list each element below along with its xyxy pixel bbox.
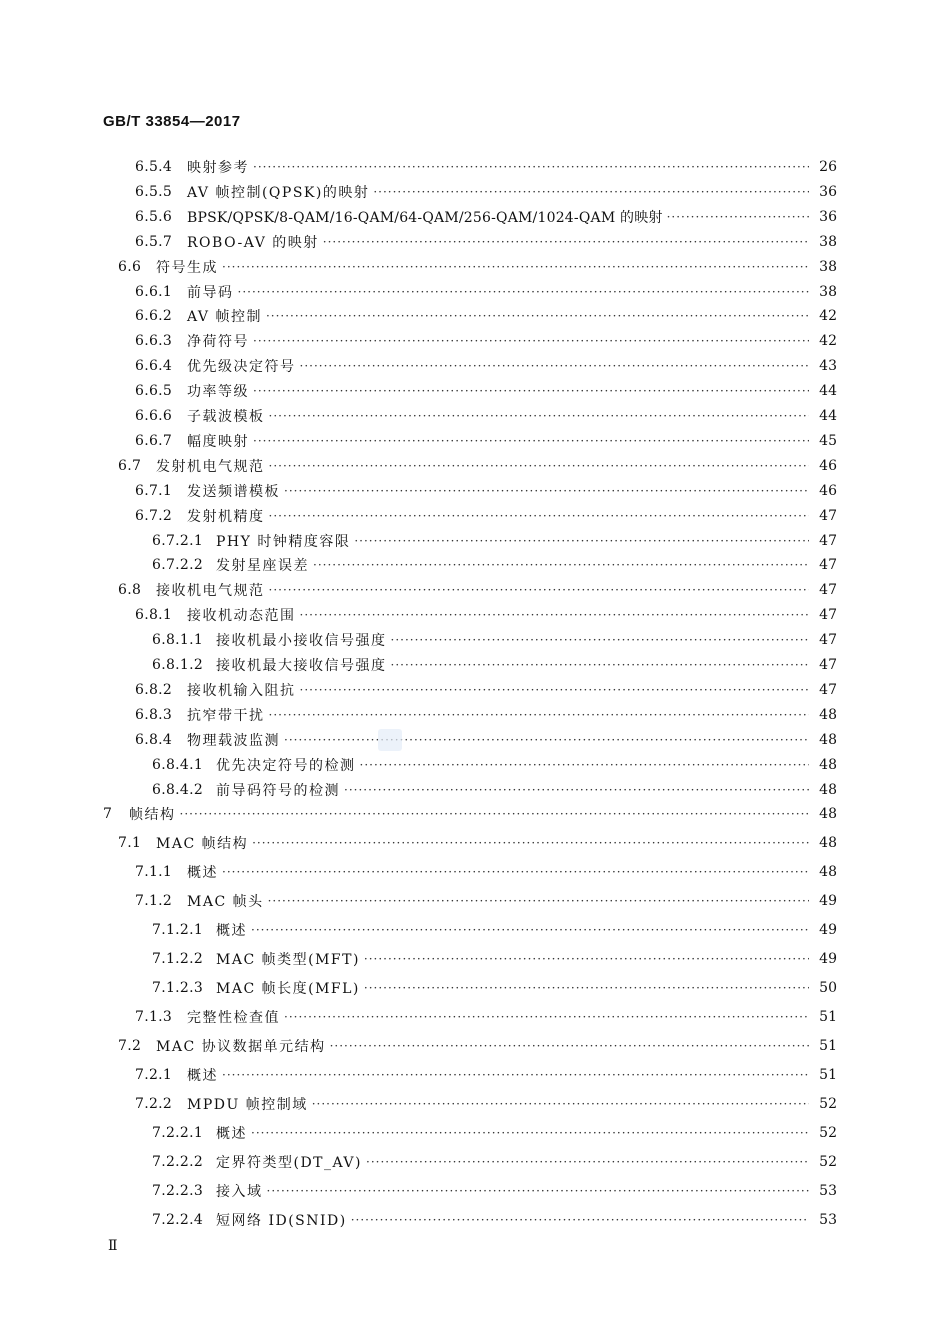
toc-leader-dots — [238, 285, 810, 299]
toc-entry-page: 48 — [819, 706, 837, 723]
toc-entry[interactable] — [135, 861, 837, 883]
toc-entry-title: MAC 帧长度(MFL) — [216, 981, 360, 998]
toc-entry[interactable] — [118, 579, 837, 601]
toc-leader-dots — [351, 1213, 809, 1227]
toc-entry-number: 6.8.4.1 — [152, 756, 204, 773]
toc-entry-number: 7.2.1 — [135, 1067, 173, 1084]
toc-leader-dots — [313, 558, 809, 572]
toc-leader-dots — [253, 334, 809, 348]
toc-leader-dots — [268, 894, 809, 908]
toc-entry-number: 6.5.7 — [135, 233, 173, 250]
toc-entry-page: 52 — [819, 1096, 837, 1113]
page-number: Ⅱ — [108, 1238, 118, 1254]
toc-leader-dots — [269, 509, 810, 523]
toc-entry-number: 7.1.2.1 — [152, 922, 204, 939]
toc-entry-title: 物理载波监测 — [187, 732, 280, 749]
toc-entry-number: 6.6.7 — [135, 432, 173, 449]
toc-entry-number: 6.7.2 — [135, 507, 173, 524]
toc-entry-page: 42 — [819, 333, 837, 350]
toc-entry-title: 优先级决定符号 — [187, 359, 296, 376]
toc-leader-dots — [269, 583, 810, 597]
toc-entry[interactable] — [135, 281, 837, 303]
toc-entry-page: 53 — [819, 1212, 837, 1229]
toc-entry-number: 6.7.2.2 — [152, 557, 204, 574]
document-code: GB/T 33854—2017 — [103, 113, 241, 130]
toc-leader-dots — [366, 1155, 809, 1169]
toc-entry-title: 发射机精度 — [187, 508, 265, 525]
toc-entry-page: 47 — [819, 632, 837, 649]
watermark-mark — [378, 729, 402, 751]
toc-entry-title: PHY 时钟精度容限 — [216, 533, 351, 550]
toc-leader-dots — [373, 185, 809, 199]
toc-leader-dots — [222, 865, 809, 879]
toc-entry[interactable] — [135, 1093, 837, 1115]
toc-entry[interactable] — [103, 803, 837, 825]
toc-entry[interactable] — [135, 480, 837, 502]
toc-entry-title: 完整性检查值 — [187, 1010, 280, 1027]
toc-entry-number: 6.8 — [118, 582, 142, 599]
toc-entry[interactable] — [135, 380, 837, 402]
toc-entry-number: 7.1 — [118, 835, 142, 852]
toc-leader-dots — [251, 923, 809, 937]
toc-leader-dots — [284, 484, 809, 498]
toc-entry-page: 47 — [819, 582, 837, 599]
toc-entry-title: 接收机最大接收信号强度 — [216, 658, 387, 674]
toc-entry-number: 6.6.4 — [135, 358, 173, 375]
toc-entry-title: MAC 帧结构 — [156, 836, 249, 853]
toc-entry-number: 6.7.2.1 — [152, 532, 204, 549]
toc-entry-number: 6.8.4 — [135, 731, 173, 748]
toc-entry-title: 定界符类型(DT_AV) — [216, 1155, 363, 1172]
toc-entry-page: 44 — [819, 408, 837, 424]
toc-entry[interactable] — [118, 832, 837, 854]
toc-entry-number: 6.8.1.2 — [152, 657, 204, 673]
toc-entry-page: 48 — [819, 731, 837, 748]
toc-entry[interactable] — [135, 156, 837, 178]
toc-leader-dots — [354, 534, 809, 548]
toc-entry-number: 6.5.4 — [135, 159, 173, 175]
toc-leader-dots — [284, 1010, 809, 1024]
toc-entry-title: MAC 帧头 — [187, 894, 264, 911]
toc-entry-number: 6.7 — [118, 457, 142, 474]
toc-leader-dots — [253, 384, 809, 398]
toc-leader-dots — [312, 1097, 809, 1111]
toc-entry[interactable] — [135, 679, 837, 701]
toc-entry-page: 42 — [819, 308, 837, 325]
toc-entry-page: 51 — [819, 1038, 837, 1055]
toc-entry[interactable] — [152, 1209, 837, 1231]
toc-leader-dots — [266, 309, 809, 323]
toc-entry-title: 优先决定符号的检测 — [216, 757, 356, 774]
toc-leader-dots — [300, 683, 810, 697]
toc-leader-dots — [222, 1068, 809, 1082]
toc-entry-page: 38 — [819, 283, 837, 300]
toc-entry-page: 46 — [819, 482, 837, 499]
toc-entry-title: 发射星座误差 — [216, 558, 309, 575]
toc-entry-title: 子载波模板 — [187, 409, 265, 425]
toc-entry-page: 44 — [819, 383, 837, 400]
toc-entry-page: 49 — [819, 893, 837, 910]
toc-entry[interactable] — [135, 231, 837, 253]
toc-entry-title: 净荷符号 — [187, 334, 249, 351]
toc-entry-page: 52 — [819, 1125, 837, 1142]
toc-entry-title: 发射机电气规范 — [156, 458, 265, 475]
toc-entry-title: 概述 — [187, 1068, 218, 1085]
toc-entry-title: 帧结构 — [129, 807, 176, 824]
toc-leader-dots — [253, 160, 809, 174]
toc-entry-title: ROBO-AV 的映射 — [187, 234, 319, 251]
toc-leader-dots — [267, 1184, 810, 1198]
toc-entry-number: 6.6.2 — [135, 308, 173, 325]
toc-leader-dots — [364, 981, 809, 995]
toc-entry[interactable] — [135, 405, 837, 427]
toc-entry-title: 映射参考 — [187, 160, 249, 176]
toc-entry-page: 47 — [819, 657, 837, 673]
toc-entry-page: 49 — [819, 951, 837, 968]
toc-entry[interactable] — [118, 256, 837, 278]
toc-entry-page: 51 — [819, 1009, 837, 1026]
toc-entry[interactable] — [152, 1180, 837, 1202]
toc-entry-page: 48 — [819, 756, 837, 773]
toc-entry-title: 接收机输入阻抗 — [187, 682, 296, 699]
toc-entry-page: 26 — [819, 159, 837, 175]
toc-entry-title: 前导码符号的检测 — [216, 782, 340, 799]
toc-leader-dots — [252, 836, 809, 850]
toc-entry-page: 43 — [819, 358, 837, 375]
toc-entry[interactable] — [135, 330, 837, 352]
toc-entry-page: 36 — [819, 208, 837, 225]
toc-entry-number: 7.1.2.2 — [152, 951, 204, 968]
toc-entry[interactable] — [152, 1122, 837, 1144]
toc-leader-dots — [323, 235, 809, 249]
toc-entry[interactable] — [135, 729, 837, 751]
toc-entry[interactable] — [152, 754, 837, 776]
toc-entry-page: 48 — [819, 835, 837, 852]
toc-entry[interactable] — [118, 455, 837, 477]
toc-entry-title: 幅度映射 — [187, 433, 249, 450]
toc-entry-title: 接入域 — [216, 1184, 263, 1201]
toc-entry-title: 符号生成 — [156, 259, 218, 276]
toc-leader-dots — [391, 633, 810, 647]
toc-entry-number: 6.6.6 — [135, 408, 173, 424]
toc-entry-title: 前导码 — [187, 284, 234, 301]
toc-entry[interactable] — [152, 977, 837, 999]
toc-entry-number: 7.1.2 — [135, 893, 173, 910]
toc-entry-number: 7.2.2 — [135, 1096, 173, 1113]
toc-entry-number: 7.1.2.3 — [152, 980, 204, 997]
toc-entry-title: AV 帧控制 — [187, 309, 262, 326]
toc-entry-number: 7.2.2.4 — [152, 1212, 204, 1229]
toc-entry[interactable] — [152, 779, 837, 801]
toc-entry[interactable] — [135, 604, 837, 626]
toc-leader-dots — [180, 807, 810, 821]
toc-entry-page: 45 — [819, 432, 837, 449]
toc-entry[interactable] — [135, 505, 837, 527]
toc-entry-number: 7.1.3 — [135, 1009, 173, 1026]
toc-entry-title: 概述 — [216, 923, 247, 940]
toc-leader-dots — [300, 608, 810, 622]
toc-entry-title: MAC 协议数据单元结构 — [156, 1039, 326, 1056]
toc-entry[interactable] — [152, 948, 837, 970]
toc-leader-dots — [222, 260, 809, 274]
toc-entry[interactable] — [135, 430, 837, 452]
toc-entry-title: 发送频谱模板 — [187, 483, 280, 500]
toc-leader-dots — [360, 758, 810, 772]
toc-entry-title: AV 帧控制(QPSK)的映射 — [187, 184, 370, 201]
toc-entry-number: 6.8.3 — [135, 706, 173, 723]
toc-entry-page: 47 — [819, 557, 837, 574]
toc-entry-page: 51 — [819, 1067, 837, 1084]
toc-entry-number: 6.6.5 — [135, 383, 173, 400]
toc-entry-number: 7.2.2.3 — [152, 1183, 204, 1200]
toc-leader-dots — [344, 783, 809, 797]
toc-entry[interactable] — [118, 1035, 837, 1057]
toc-entry[interactable] — [135, 181, 837, 203]
toc-entry-title: MPDU 帧控制域 — [187, 1097, 308, 1114]
toc-entry-number: 7.2.2.1 — [152, 1125, 204, 1142]
toc-entry-page: 53 — [819, 1183, 837, 1200]
toc-entry[interactable] — [135, 355, 837, 377]
toc-leader-dots — [269, 459, 810, 473]
toc-entry[interactable] — [135, 1006, 837, 1028]
toc-entry-page: 38 — [819, 258, 837, 275]
toc-entry[interactable] — [135, 206, 837, 228]
toc-entry-title: 接收机动态范围 — [187, 608, 296, 625]
toc-entry-page: 46 — [819, 457, 837, 474]
toc-entry-number: 6.5.5 — [135, 183, 173, 200]
toc-entry-page: 47 — [819, 681, 837, 698]
toc-entry-number: 6.8.2 — [135, 681, 173, 698]
toc-entry-number: 7 — [103, 806, 113, 823]
toc-leader-dots — [364, 952, 809, 966]
toc-leader-dots — [269, 409, 810, 423]
toc-leader-dots — [284, 733, 809, 747]
toc-entry[interactable] — [152, 554, 837, 576]
toc-entry-number: 6.5.6 — [135, 208, 173, 225]
toc-entry-page: 48 — [819, 806, 837, 823]
toc-entry-page: 47 — [819, 507, 837, 524]
toc-leader-dots — [300, 359, 810, 373]
toc-entry-number: 7.1.1 — [135, 864, 173, 881]
toc-entry-page: 38 — [819, 233, 837, 250]
toc-entry-title: 抗窄带干扰 — [187, 707, 265, 724]
toc-entry-page: 36 — [819, 183, 837, 200]
toc-entry-page: 48 — [819, 781, 837, 798]
toc-entry-title: 短网络 ID(SNID) — [216, 1213, 347, 1230]
toc-entry-number: 6.6.3 — [135, 333, 173, 350]
toc-entry[interactable] — [152, 629, 837, 651]
toc-entry-title: BPSK/QPSK/8-QAM/16-QAM/64-QAM/256-QAM/1024-QAM 的映射 — [187, 209, 663, 226]
toc-leader-dots — [391, 658, 810, 672]
toc-entry[interactable] — [152, 1151, 837, 1173]
toc-entry-title: 功率等级 — [187, 384, 249, 401]
toc-entry-page: 48 — [819, 864, 837, 881]
toc-entry-page: 47 — [819, 607, 837, 624]
toc-entry-page: 52 — [819, 1154, 837, 1171]
toc-entry-number: 6.8.1 — [135, 607, 173, 624]
toc-leader-dots — [330, 1039, 809, 1053]
toc-entry-title: 接收机电气规范 — [156, 583, 265, 600]
toc-entry-number: 7.2 — [118, 1038, 142, 1055]
toc-leader-dots — [251, 1126, 809, 1140]
toc-entry-title: MAC 帧类型(MFT) — [216, 952, 360, 969]
toc-entry[interactable] — [152, 654, 837, 676]
toc-entry-number: 6.6.1 — [135, 283, 173, 300]
toc-entry-title: 概述 — [216, 1126, 247, 1143]
toc-entry-number: 7.2.2.2 — [152, 1154, 204, 1171]
toc-entry[interactable] — [135, 305, 837, 327]
toc-leader-dots — [269, 708, 810, 722]
toc-entry-title: 接收机最小接收信号强度 — [216, 633, 387, 650]
toc-entry-page: 50 — [819, 980, 837, 997]
toc-entry[interactable] — [135, 704, 837, 726]
toc-entry-page: 47 — [819, 532, 837, 549]
toc-entry-number: 6.8.4.2 — [152, 781, 204, 798]
toc-entry-number: 6.6 — [118, 258, 142, 275]
toc-leader-dots — [667, 210, 809, 224]
toc-entry-number: 6.8.1.1 — [152, 632, 204, 649]
toc-entry-title: 概述 — [187, 865, 218, 882]
toc-entry[interactable] — [135, 890, 837, 912]
toc-leader-dots — [253, 434, 809, 448]
toc-entry[interactable] — [135, 1064, 837, 1086]
toc-entry[interactable] — [152, 919, 837, 941]
toc-entry[interactable] — [152, 530, 837, 552]
toc-entry-number: 6.7.1 — [135, 482, 173, 499]
toc-entry-page: 49 — [819, 922, 837, 939]
